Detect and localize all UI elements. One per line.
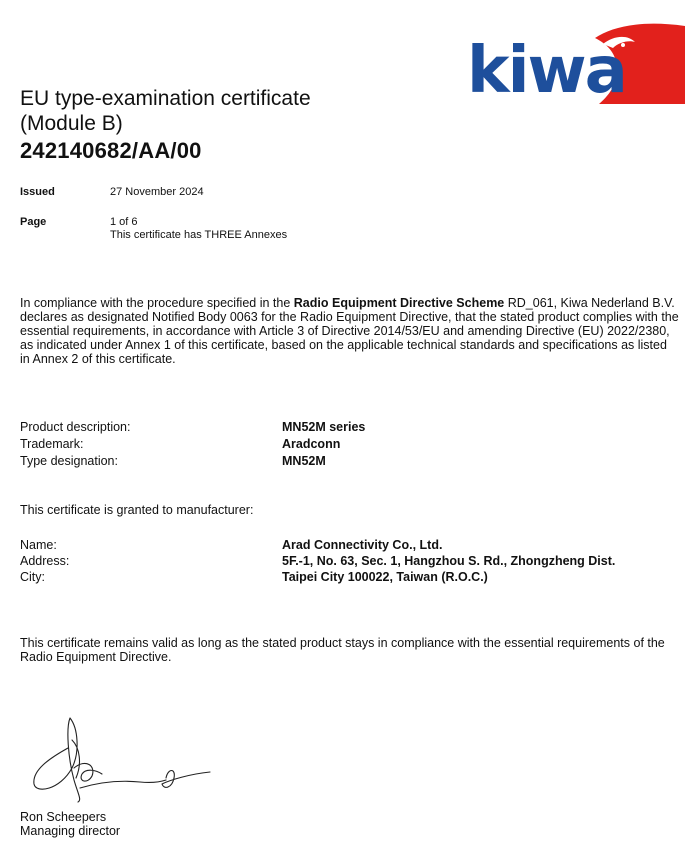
issued-value: 27 November 2024 <box>110 186 204 198</box>
compliance-text-2: RD_061, Kiwa Nederland B.V. declares as designated Notified Body 0063 for the Radio Equipment Directive, that the stated product complies with the essential requirements, in accordance with Article 3 of Directive 2014/53/EU and amending Directive (EU) 2022/2380, as indicated under Annex 1 of this certificate, based on the applicable technical standards and specifications as listed in Annex 2 of this certificate. <box>20 296 679 366</box>
compliance-paragraph <box>20 296 680 366</box>
certificate-title <box>20 86 311 136</box>
page-info <box>110 216 287 242</box>
scheme-name: Radio Equipment Directive Scheme <box>293 296 505 310</box>
address-label: Address: <box>20 554 70 568</box>
title-line-2: (Module B) <box>20 112 123 135</box>
annex-note: This certificate has THREE Annexes <box>110 229 288 241</box>
kiwa-logo <box>463 22 685 104</box>
page-value: 1 of 6 <box>110 216 138 228</box>
address-value: 5F.-1, No. 63, Sec. 1, Hangzhou S. Rd., Zhongzheng Dist. <box>282 554 616 568</box>
trademark-label: Trademark: <box>20 437 84 451</box>
certificate-number: 242140682/AA/00 <box>20 138 202 163</box>
city-label: City: <box>20 570 45 584</box>
product-description-value: MN52M series <box>282 420 366 434</box>
compliance-text-1: In compliance with the procedure specified in the <box>20 296 294 310</box>
manufacturer-name-label: Name: <box>20 538 57 552</box>
city-value: Taipei City 100022, Taiwan (R.O.C.) <box>282 570 488 584</box>
type-designation-value: MN52M <box>282 454 326 468</box>
signer-title: Managing director <box>20 824 121 838</box>
trademark-value: Aradconn <box>282 437 341 451</box>
product-description-label: Product description: <box>20 420 131 434</box>
signature-image <box>20 708 220 808</box>
type-designation-label: Type designation: <box>20 454 118 468</box>
title-line-1: EU type-examination certificate <box>20 87 311 110</box>
issued-label: Issued <box>20 186 55 198</box>
signer-name: Ron Scheepers <box>20 810 107 824</box>
page-label: Page <box>20 216 47 228</box>
manufacturer-name-value: Arad Connectivity Co., Ltd. <box>282 538 443 552</box>
granted-text: This certificate is granted to manufacturer: <box>20 503 254 517</box>
logo-text: kiwa <box>467 34 626 104</box>
validity-statement: This certificate remains valid as long as the stated product stays in compliance with the essential requirements of the Radio Equipment Directive. <box>20 636 665 664</box>
